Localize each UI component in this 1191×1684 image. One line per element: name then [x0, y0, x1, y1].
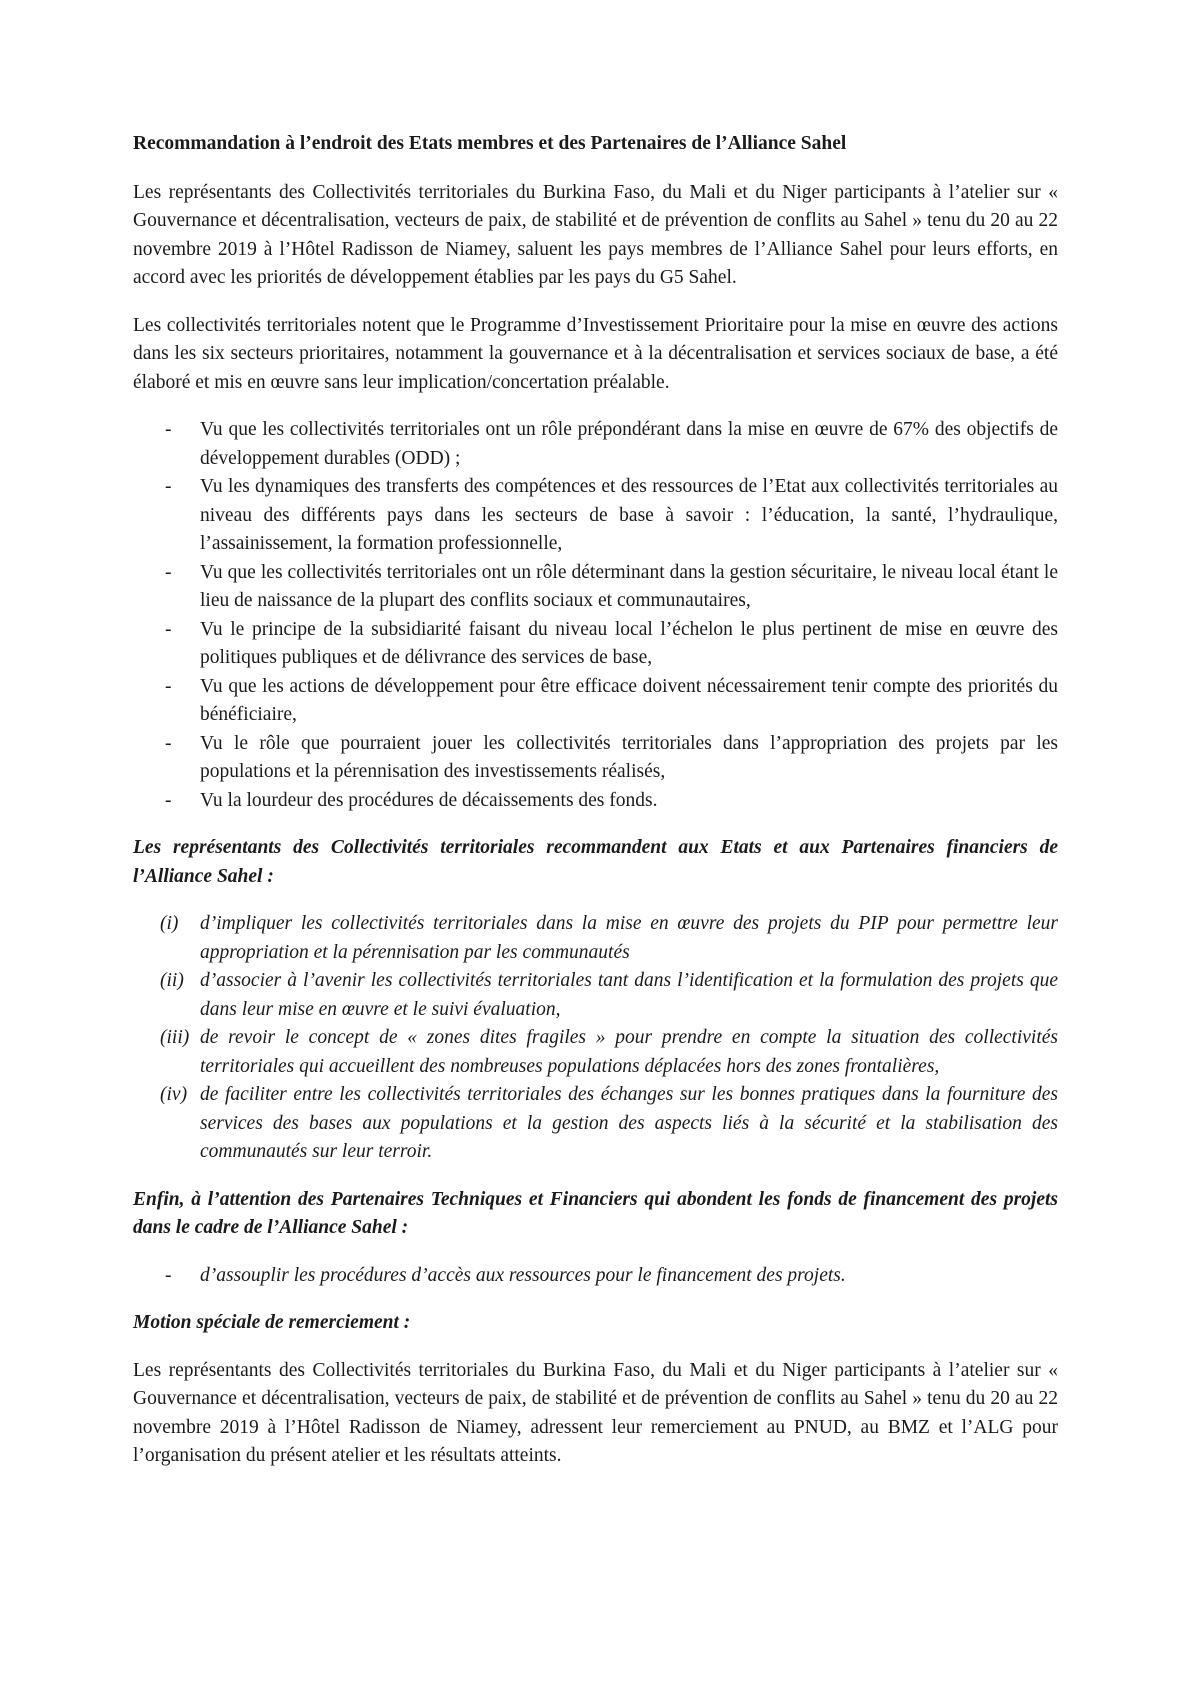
vu-item-text: Vu que les actions de développement pour être efficace doivent nécessairement tenir compte des priorités du bénéficiaire, [200, 675, 1058, 725]
bullet-dash: - [165, 789, 172, 811]
recommendations-list [133, 910, 1058, 1167]
list-marker: (ii) [160, 970, 184, 991]
recommendation-item-text: de faciliter entre les collectivités territoriales des échanges sur les bonnes pratiques dans la fourniture des services des bases aux populations et la gestion des aspects liés à la sécurité et la stabilisation des communautés sur leur terroir. [200, 1084, 1058, 1162]
list-marker: (iv) [160, 1084, 188, 1105]
bullet-dash: - [165, 419, 172, 440]
vu-item [133, 730, 1058, 787]
ptf-item-text: d’assouplir les procédures d’accès aux ressources pour le financement des projets. [200, 1264, 846, 1286]
document-title: Recommandation à l’endroit des Etats membres et des Partenaires de l’Alliance Sahel [133, 133, 847, 154]
recommendation-item-text: d’associer à l’avenir les collectivités territoriales tant dans l’identification et la formulation des projets que dans leur mise en œuvre et le suivi évaluation, [200, 970, 1058, 1020]
vu-item [133, 559, 1058, 616]
closing-paragraph: Les représentants des Collectivités territoriales du Burkina Faso, du Mali et du Niger participants à l’atelier sur « Gouvernance et décentralisation, vecteurs de paix, de stabilité et de prévention de conflits au Sahel » tenu du 20 au 22 novembre 2019 à l’Hôtel Radisson de Niamey, adressent leur remerciement au PNUD, au BMZ et l’ALG pour l’organisation du présent atelier et les résultats atteints. [133, 1359, 1058, 1466]
recommendations-heading: Les représentants des Collectivités territoriales recommandent aux Etats et aux Partenaires financiers de l’Alliance Sahel : [133, 837, 1058, 887]
vu-item-text: Vu le principe de la subsidiarité faisant du niveau local l’échelon le plus pertinent de mise en œuvre des politiques publiques et de délivrance des services de base, [200, 618, 1058, 668]
recommendation-item [133, 1024, 1058, 1081]
bullet-dash: - [165, 618, 172, 640]
vu-item-text: Vu la lourdeur des procédures de décaissements des fonds. [200, 789, 658, 811]
ptf-heading: Enfin, à l’attention des Partenaires Techniques et Financiers qui abondent les fonds de financement des projets dans le cadre de l’Alliance Sahel : [133, 1188, 1058, 1238]
recommendation-item-text: de revoir le concept de « zones dites fragiles » pour prendre en compte la situation des collectivités territoriales qui accueillent des nombreuses populations déplacées hors des zones frontalières, [200, 1027, 1058, 1077]
vu-item-text: Vu le rôle que pourraient jouer les collectivités territoriales dans l’appropriation des projets par les populations et la pérennisation des investissements réalisés, [200, 732, 1058, 782]
pip-paragraph: Les collectivités territoriales notent que le Programme d’Investissement Prioritaire pour la mise en œuvre des actions dans les six secteurs prioritaires, notamment la gouvernance et à la décentralisation et services sociaux de base, a été élaboré et mis en œuvre sans leur implication/concertation préalable. [133, 314, 1058, 393]
recommendation-item-text: d’impliquer les collectivités territoriales dans la mise en œuvre des projets du PIP pour permettre leur appropriation et la pérennisation par les communautés [200, 913, 1058, 963]
bullet-dash: - [165, 1264, 172, 1286]
bullet-dash: - [165, 675, 172, 697]
list-marker: (i) [160, 913, 179, 934]
recommendation-item [133, 1081, 1058, 1167]
vu-item [133, 616, 1058, 673]
bullet-dash: - [165, 732, 172, 754]
vu-item [133, 673, 1058, 730]
vu-item [133, 473, 1058, 559]
bullet-dash: - [165, 476, 172, 497]
list-marker: (iii) [160, 1027, 190, 1048]
ptf-item [133, 1262, 1058, 1291]
bullet-dash: - [165, 561, 172, 583]
vu-item [133, 787, 1058, 816]
vu-item-text: Vu que les collectivités territoriales ont un rôle déterminant dans la gestion sécuritaire, le niveau local étant le lieu de naissance de la plupart des conflits sociaux et communautaires, [200, 561, 1058, 611]
vu-item-text: Vu les dynamiques des transferts des compétences et des ressources de l’Etat aux collectivités territoriales au niveau des différents pays dans les secteurs de base à savoir : l’éducation, la santé, l’hydraulique, l’assainissement, la formation professionnelle, [200, 476, 1058, 554]
recommendation-item [133, 910, 1058, 967]
motion-heading: Motion spéciale de remerciement : [133, 1312, 411, 1333]
intro-paragraph: Les représentants des Collectivités territoriales du Burkina Faso, du Mali et du Niger participants à l’atelier sur « Gouvernance et décentralisation, vecteurs de paix, de stabilité et de prévention de conflits au Sahel » tenu du 20 au 22 novembre 2019 à l’Hôtel Radisson de Niamey, saluent les pays membres de l’Alliance Sahel pour leurs efforts, en accord avec les priorités de développement établies par les pays du G5 Sahel. [133, 181, 1058, 288]
vu-item [133, 416, 1058, 473]
vu-considerations-list [133, 416, 1058, 815]
recommendation-item [133, 967, 1058, 1024]
vu-item-text: Vu que les collectivités territoriales ont un rôle prépondérant dans la mise en œuvre de 67% des objectifs de développement durables (ODD) ; [200, 419, 1058, 469]
